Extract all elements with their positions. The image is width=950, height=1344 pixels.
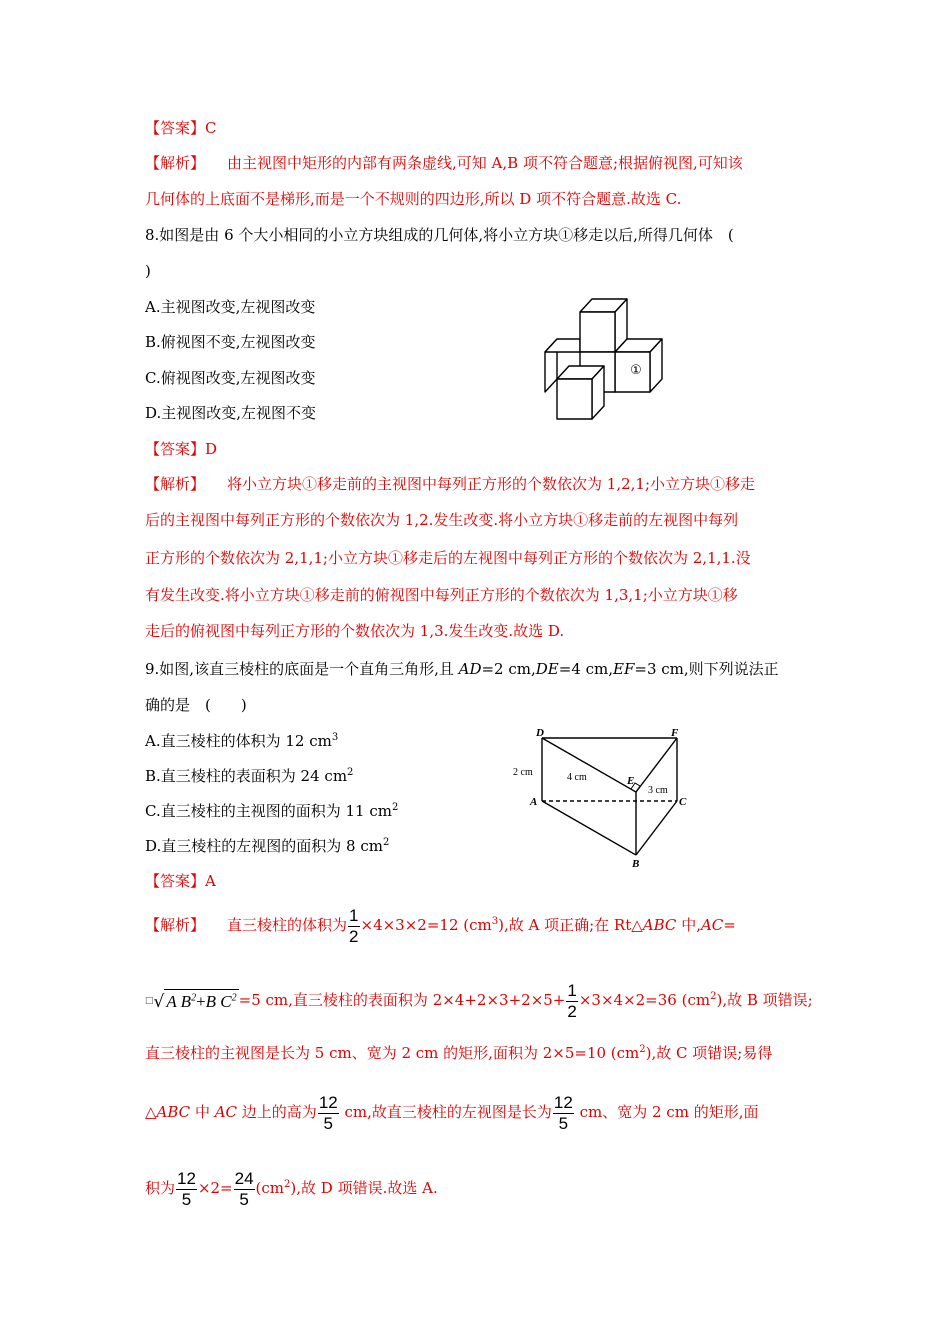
q9-option-c <box>145 801 398 821</box>
q9-stem-line-2: 确的是 ( ) <box>145 696 247 714</box>
frac-num: 1 <box>567 980 577 1000</box>
frac-num: 1 <box>349 905 359 925</box>
q7-analysis-text-1: 由主视图中矩形的内部有两条虚线,可知 A,B 项不符合题意;根据俯视图,可知该 <box>227 154 743 172</box>
q9-analysis-line-5 <box>145 1168 438 1209</box>
label-c: C <box>679 796 687 808</box>
q9-option-b <box>145 766 353 786</box>
frac-num: 12 <box>553 1092 573 1112</box>
q9-analysis-line-1 <box>145 905 736 946</box>
q9-a3-pre: 直三棱柱的主视图是长为 5 cm、宽为 2 cm 的矩形,面积为 2×5=10 (cm <box>145 1044 640 1062</box>
q9-option-b-sup: 2 <box>347 767 354 778</box>
q9-a4-post: cm、宽为 2 cm 的矩形,面 <box>574 1103 759 1121</box>
label-d: D <box>536 727 544 739</box>
q8-analysis-label: 【解析】 <box>145 475 206 493</box>
edge-ab <box>542 801 636 855</box>
rad-plus: + <box>196 991 206 1011</box>
frac-den: 5 <box>323 1113 333 1133</box>
q8-option-a: A.主视图改变,左视图改变 <box>145 298 316 316</box>
q9-option-a-text: A.直三棱柱的体积为 12 cm <box>145 732 332 750</box>
label-b: B <box>632 858 640 870</box>
q9-a1-frac <box>348 907 359 946</box>
rad-bc: B C <box>205 991 232 1011</box>
q9-stem-line-1 <box>145 659 779 679</box>
q9-option-d-sup: 2 <box>382 837 390 848</box>
q8-analysis-line-4: 有发生改变.将小立方块①移走前的俯视图中每列正方形的个数依次为 1,3,1;小立方块①移 <box>145 586 738 604</box>
q9-stem-de: DE <box>535 660 559 678</box>
q8-analysis-line-3: 正方形的个数依次为 2,1,1;小立方块①移走后的左视图中每列正方形的个数依次为 2,1,1.没 <box>145 549 751 567</box>
frac-den: 2 <box>349 926 359 946</box>
frac-num: 12 <box>318 1092 338 1112</box>
q8-stem-line-2: ) <box>145 262 151 280</box>
q7-analysis-label: 【解析】 <box>145 154 206 172</box>
q9-a3-sup: 2 <box>639 1044 646 1055</box>
q9-a4-zhong: 中 <box>190 1103 215 1121</box>
q9-a1-abc: ABC <box>642 916 677 934</box>
q8-cube-figure <box>540 292 670 426</box>
label-de-length: 4 cm <box>567 772 587 783</box>
q9-a1-sup: 3 <box>491 916 499 927</box>
q9-option-a-sup: 3 <box>331 732 339 743</box>
cube-label-1: ① <box>630 363 642 378</box>
q8-analysis-line-1 <box>145 474 755 494</box>
q9-a2-sup: 2 <box>710 991 717 1002</box>
frac-den: 2 <box>567 1001 577 1021</box>
rad-ab: A B <box>166 991 192 1011</box>
q9-a4-frac <box>318 1094 339 1133</box>
q9-a5-frac <box>176 1170 197 1209</box>
q9-a1-zhong: 中, <box>676 916 701 934</box>
frac-num: 24 <box>234 1168 254 1188</box>
rad-sup1: 2 <box>191 991 197 1003</box>
q9-sqrt-expression: □√ A $B^2+B$ $C^2$ <box>145 981 239 1022</box>
frac-den: 5 <box>558 1113 569 1133</box>
q9-a1-ac: AC <box>700 916 724 934</box>
q9-option-c-text: C.直三棱柱的主视图的面积为 11 cm <box>145 802 392 820</box>
q9-a5-pre: 积为 <box>145 1179 176 1197</box>
q9-a1-mid: ×4×3×2=12 (cm <box>360 916 492 934</box>
edge-de <box>542 738 636 792</box>
q9-a5-frac2 <box>234 1170 255 1209</box>
q9-a2-frac <box>566 982 577 1021</box>
q9-a3-post: ),故 C 项错误;易得 <box>645 1044 773 1062</box>
q8-analysis-text-1: 将小立方块①移走前的主视图中每列正方形的个数依次为 1,2,1;小立方块①移走 <box>227 475 756 493</box>
q9-analysis-label: 【解析】 <box>145 916 206 934</box>
q9-a1-eq: = <box>723 916 736 934</box>
q9-a4-tri: △ <box>145 1103 157 1121</box>
q8-analysis-line-2: 后的主视图中每列正方形的个数依次为 1,2.发生改变.将小立方块①移走前的左视图中每列 <box>145 511 739 529</box>
q9-a1-post: ),故 A 项正确;在 Rt△ <box>498 916 643 934</box>
q9-stem-part-d: =3 cm,则下列说法正 <box>634 660 779 678</box>
label-ef-length: 3 cm <box>648 785 668 796</box>
label-e: E <box>627 775 635 787</box>
q9-a5-mid: ×2= <box>197 1179 233 1197</box>
q9-a4-mid: 边上的高为 <box>237 1103 317 1121</box>
q7-analysis-line-2: 几何体的上底面不是梯形,而是一个不规则的四边形,所以 D 项不符合题意.故选 C. <box>145 190 682 208</box>
q9-option-a <box>145 731 338 751</box>
q9-a2-mid: =5 cm,直三棱柱的表面积为 2×4+2×3+2×5+ <box>238 991 566 1009</box>
edge-ef <box>636 738 677 792</box>
q8-answer: 【答案】D <box>145 440 218 458</box>
q7-answer: 【答案】C <box>145 119 217 137</box>
q9-stem-ef: EF <box>613 660 635 678</box>
edge-bc <box>636 801 677 855</box>
q9-stem-part-b: =2 cm, <box>481 660 536 678</box>
q9-a4-ac: AC <box>214 1103 238 1121</box>
label-a: A <box>530 796 538 808</box>
q9-analysis-line-2 <box>145 980 813 1022</box>
q9-a4-abc: ABC <box>156 1103 191 1121</box>
q9-option-c-sup: 2 <box>391 802 399 813</box>
q9-a2-post: ×3×4×2=36 (cm <box>578 991 711 1009</box>
q9-answer: 【答案】A <box>145 872 216 890</box>
q9-prism-figure <box>505 722 705 872</box>
q9-a5-post: ),故 D 项错误.故选 A. <box>290 1179 438 1197</box>
q9-option-d-text: D.直三棱柱的左视图的面积为 8 cm <box>145 837 383 855</box>
q9-a2-end: ),故 B 项错误; <box>716 991 813 1009</box>
q8-option-d: D.主视图改变,左视图不变 <box>145 404 317 422</box>
q9-analysis-line-4 <box>145 1092 758 1133</box>
q9-stem-part-a: 9.如图,该直三棱柱的底面是一个直角三角形,且 <box>145 660 459 678</box>
q8-stem-line-1: 8.如图是由 6 个大小相同的小立方块组成的几何体,将小立方块①移走以后,所得几何体 ( <box>145 226 734 244</box>
q9-option-b-text: B.直三棱柱的表面积为 24 cm <box>145 767 348 785</box>
q9-a5-sup: 2 <box>284 1179 291 1190</box>
q9-option-d <box>145 836 389 856</box>
q7-analysis-line-1 <box>145 153 743 173</box>
q9-a4-frac2 <box>553 1094 574 1133</box>
q9-analysis-line-3 <box>145 1043 772 1063</box>
frac-num: 12 <box>177 1168 196 1188</box>
frac-den: 5 <box>239 1189 249 1209</box>
q9-a1-pre: 直三棱柱的体积为 <box>227 916 348 934</box>
rad-sup2: 2 <box>231 991 237 1003</box>
q8-analysis-line-5: 走后的俯视图中每列正方形的个数依次为 1,3.发生改变.故选 D. <box>145 622 565 640</box>
placeholder-box: □ <box>145 995 154 1006</box>
q9-a4-mid2: cm,故直三棱柱的左视图是长为 <box>339 1103 552 1121</box>
frac-den: 5 <box>181 1189 192 1209</box>
q9-stem-ad: AD <box>458 660 482 678</box>
q8-option-b: B.俯视图不变,左视图改变 <box>145 333 316 351</box>
q9-stem-part-c: =4 cm, <box>558 660 614 678</box>
label-ad-length: 2 cm <box>513 767 533 778</box>
q8-option-c: C.俯视图改变,左视图改变 <box>145 369 316 387</box>
label-f: F <box>671 727 679 739</box>
q9-a5-unit: (cm <box>255 1179 285 1197</box>
